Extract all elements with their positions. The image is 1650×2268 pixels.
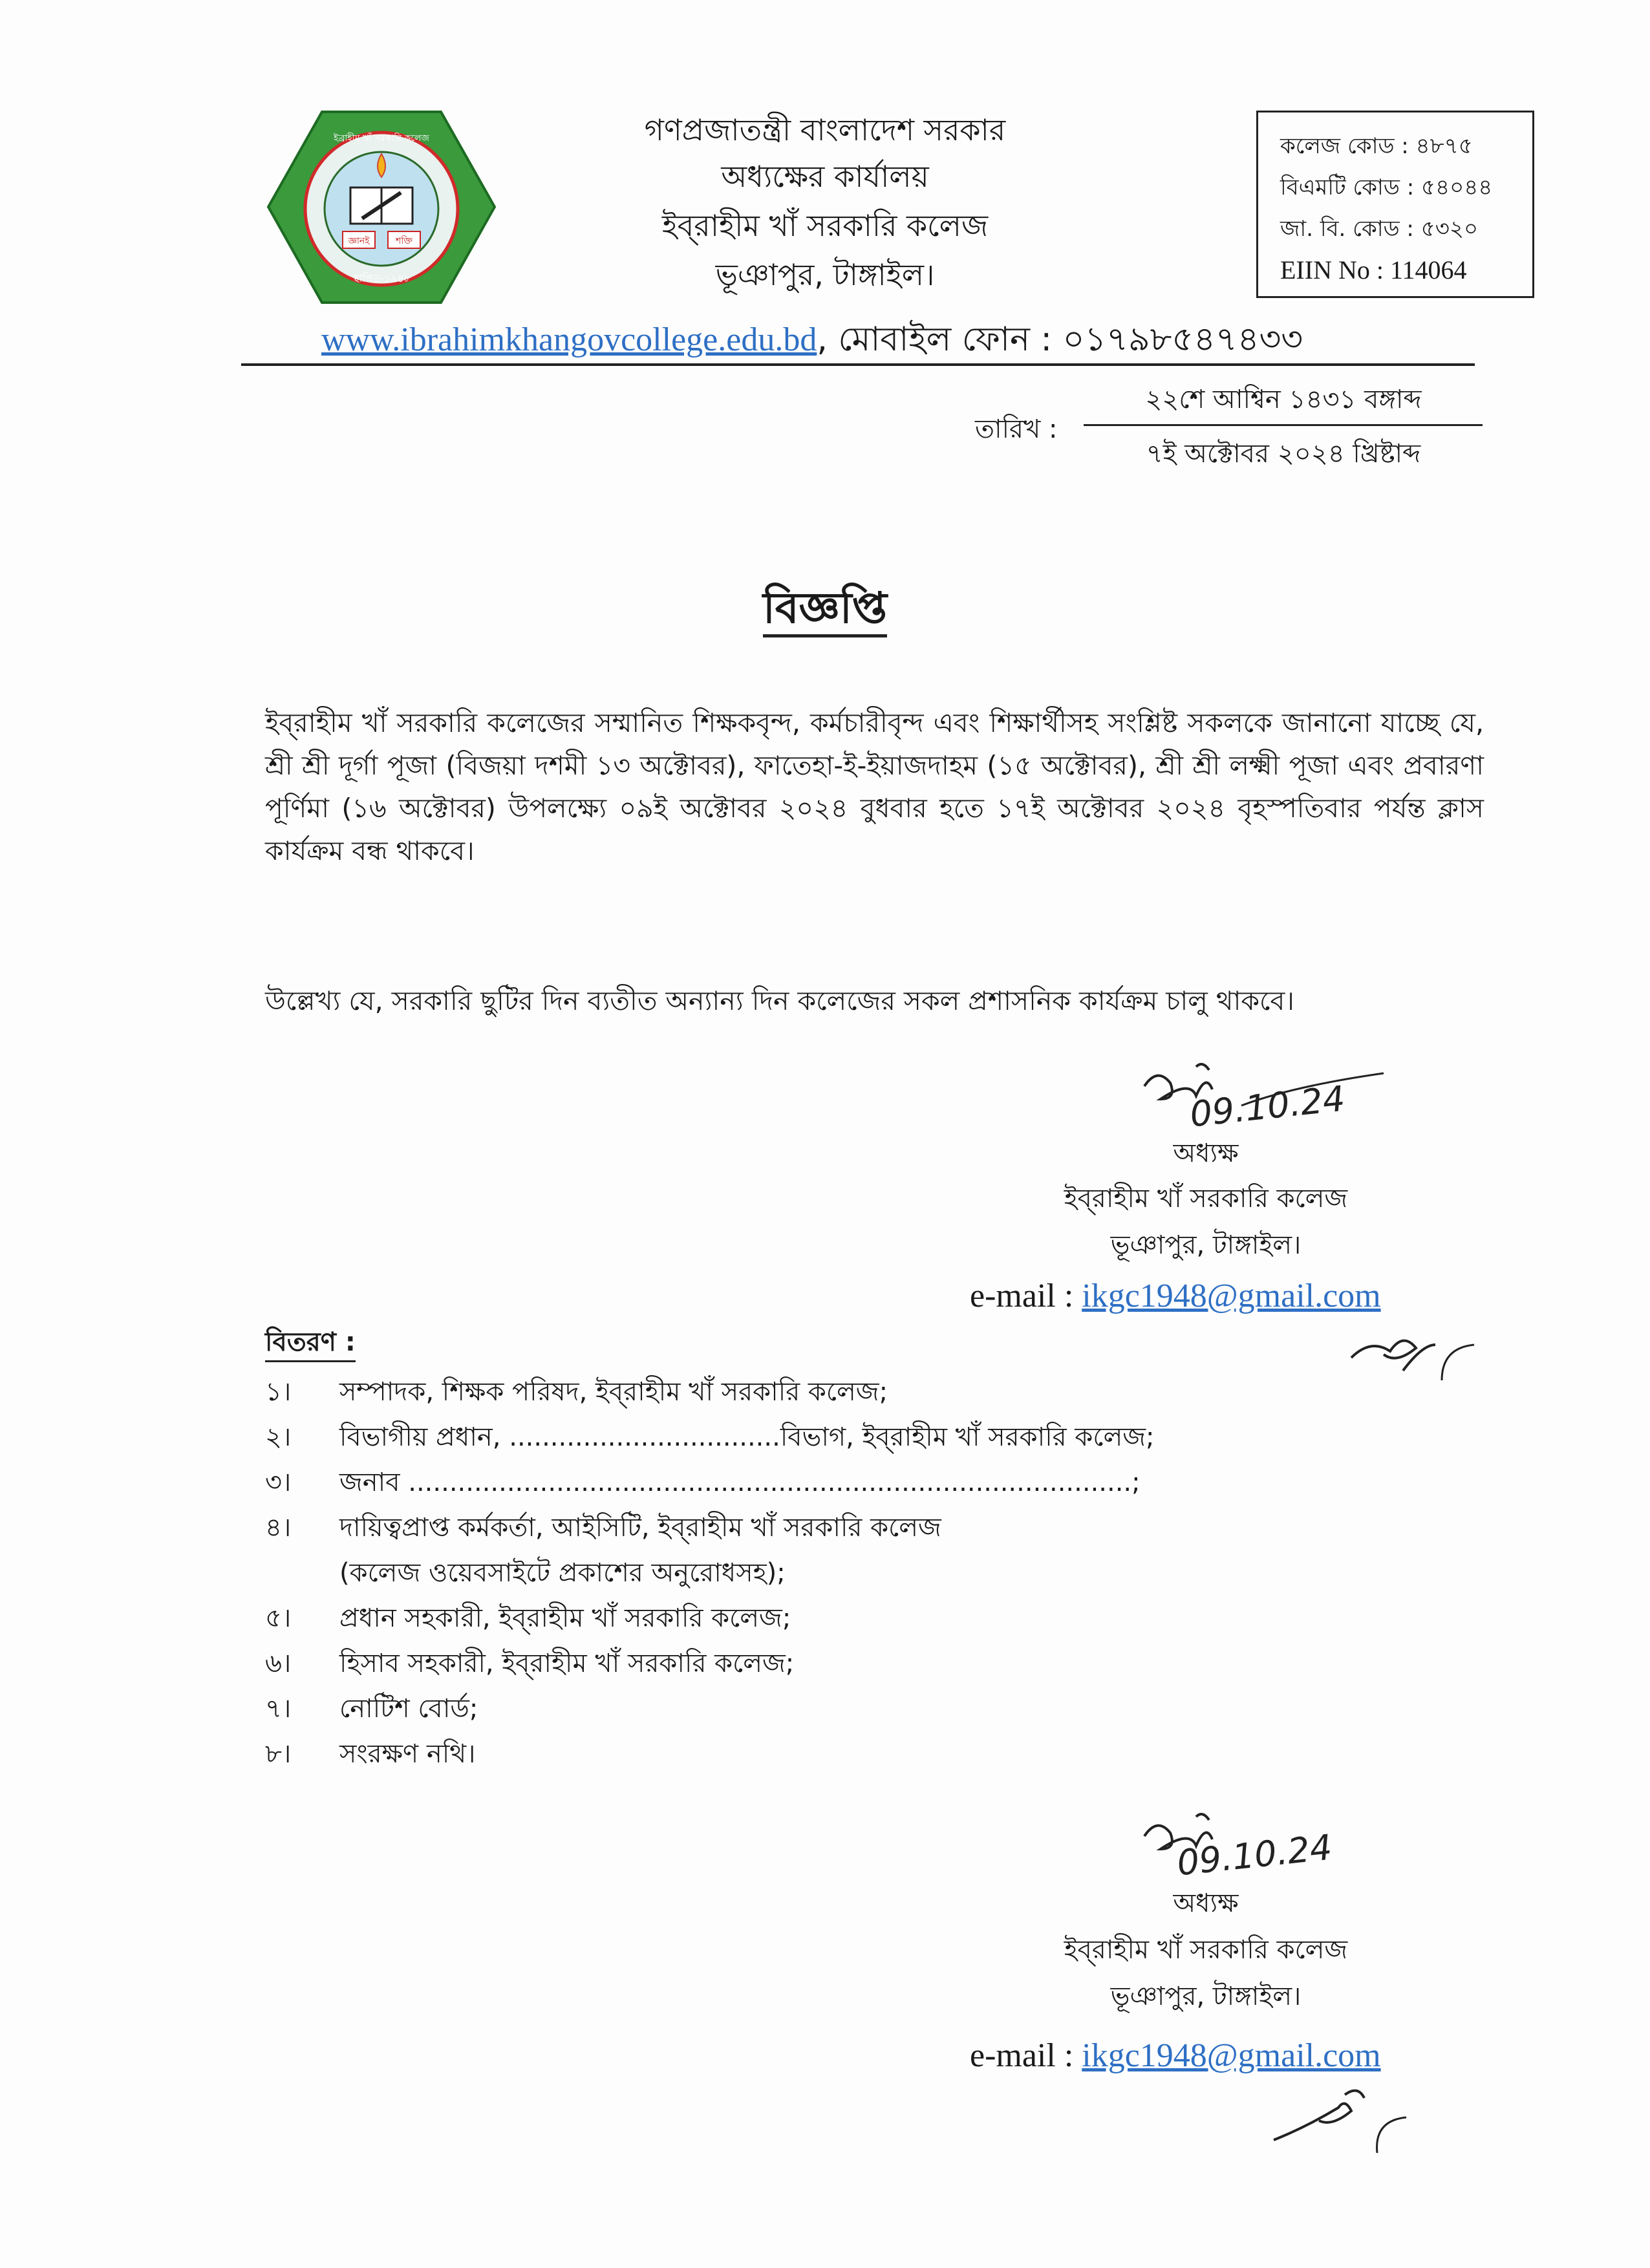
website-link[interactable]: www.ibrahimkhangovcollege.edu.bd: [321, 321, 817, 358]
list-number: ৪।: [265, 1513, 292, 1543]
list-item: [265, 1369, 1494, 1415]
list-item: [265, 1596, 1494, 1641]
signatory-title: অধ্যক্ষ: [1173, 1139, 1239, 1168]
date-divider: [1084, 424, 1483, 426]
logo-top-text: ইব্রাহীম খাঁ সরকারি কলেজ: [334, 133, 429, 144]
list-text: (কলেজ ওয়েবসাইটে প্রকাশের অনুরোধসহ);: [339, 1558, 786, 1588]
list-number: ৩।: [265, 1468, 292, 1497]
list-text: সম্পাদক, শিক্ষক পরিষদ, ইব্‌রাহীম খাঁ সরকারি কলেজ;: [339, 1377, 888, 1407]
notice-title: [0, 575, 1650, 647]
notice-note: উল্লেখ্য যে, সরকারি ছুটির দিন ব্যতীত অন্যান্য দিন কলেজের সকল প্রশাসনিক কার্যক্রম চালু থাকবে।: [265, 985, 1294, 1016]
notice-body: ইব্‌রাহীম খাঁ সরকারি কলেজের সম্মানিত শিক্ষকবৃন্দ, কর্মচারীবৃন্দ এবং শিক্ষার্থীসহ সংশ্লিষ্ট সকলকে জানানো যাচ্ছে যে, শ্রী শ্রী দূর্গা পূজা (বিজয়া দশমী ১৩ অক্টোবর), ফাতেহা-ই-ইয়াজদাহম (১৫ অক্টোবর), শ্রী শ্রী লক্ষ্মী পূজা এবং প্রবারণা পূর্ণিমা (১৬ অক্টোবর) উপলক্ষ্যে ০৯ই অক্টোবর ২০২৪ বুধবার হতে ১৭ই অক্টোবর ২০২৪ বৃহস্পতিবার পর্যন্ত ক্লাস কার্যক্রম বন্ধ থাকবে।: [265, 707, 1484, 866]
signatory-college: ইব্‌রাহীম খাঁ সরকারি কলেজ: [1064, 1184, 1348, 1214]
government-name: গণপ্রজাতন্ত্রী বাংলাদেশ সরকার: [644, 112, 1006, 147]
list-number: [265, 1550, 339, 1596]
logo-right-word: শক্তি: [396, 236, 412, 246]
list-text: নোটিশ বোর্ড;: [339, 1694, 478, 1724]
date-bangla: ২২শে আশ্বিন ১৪৩১ বঙ্গাব্দ: [1145, 385, 1422, 414]
list-item: [265, 1550, 1494, 1596]
email-label: e-mail :: [970, 1278, 1082, 1314]
email-link[interactable]: ikgc1948@gmail.com: [1082, 2037, 1381, 2074]
date-gregorian: ৭ই অক্টোবর ২০২৪ খ্রিষ্টাব্দ: [1146, 439, 1421, 469]
distribution-heading: বিতরণ :: [265, 1324, 356, 1362]
email-line: [970, 2037, 1381, 2075]
email-line: [970, 1277, 1381, 1315]
logo-founded-text: স্থাপিত-১৯৪৮: [352, 272, 411, 284]
list-text: বিভাগীয় প্রধান, .................................বিভাগ, ইব্‌রাহীম খাঁ সরকারি কলেজ;: [339, 1422, 1155, 1452]
notice-title-text: বিজ্ঞপ্তি: [763, 583, 887, 637]
logo-left-word: জ্ঞানই: [348, 236, 370, 246]
list-number: ১।: [265, 1377, 292, 1407]
nu-code: জা. বি. কোড : ৫৩২০: [1280, 216, 1479, 242]
signatory-college: ইব্‌রাহীম খাঁ সরকারি কলেজ: [1064, 1935, 1348, 1965]
list-number: ৬।: [265, 1649, 292, 1678]
contact-line: [321, 313, 1303, 369]
college-code: কলেজ কোড : ৪৮৭৫: [1280, 133, 1473, 159]
list-item: [265, 1415, 1494, 1460]
list-number: ৫।: [265, 1603, 292, 1633]
initial-signature: [1267, 2082, 1422, 2162]
list-number: ২।: [265, 1422, 292, 1452]
college-location: ভূঞাপুর, টাঙ্গাইল।: [715, 257, 935, 292]
signatory-place: ভূঞাপুর, টাঙ্গাইল।: [1110, 1230, 1302, 1260]
list-text: জনাব ........................................................................................;: [339, 1468, 1141, 1497]
list-item: [265, 1460, 1494, 1505]
bmt-code: বিএমটি কোড : ৫৪০৪৪: [1280, 175, 1493, 200]
distribution-list: [265, 1369, 1494, 1777]
office-name: অধ্যক্ষের কার্যালয়: [721, 159, 929, 194]
college-name: ইব্‌রাহীম খাঁ সরকারি কলেজ: [661, 208, 989, 243]
eiin-number: EIIN No : 114064: [1280, 255, 1467, 284]
signatory-place: ভূঞাপুর, টাঙ্গাইল।: [1110, 1982, 1302, 2011]
header-divider: [241, 363, 1475, 366]
list-item: [265, 1731, 1494, 1777]
email-link[interactable]: ikgc1948@gmail.com: [1082, 1278, 1381, 1314]
list-text: দায়িত্বপ্রাপ্ত কর্মকর্তা, আইসিটি, ইব্‌রাহীম খাঁ সরকারি কলেজ: [339, 1513, 941, 1543]
list-text: হিসাব সহকারী, ইব্‌রাহীম খাঁ সরকারি কলেজ;: [339, 1649, 795, 1678]
signature-date: 09.10.24: [1188, 1078, 1347, 1135]
signature-date: 09.10.24: [1175, 1826, 1334, 1884]
date-label: তারিখ :: [975, 414, 1058, 444]
list-item: [265, 1686, 1494, 1731]
signatory-title: অধ্যক্ষ: [1173, 1888, 1239, 1918]
email-label: e-mail :: [970, 2037, 1082, 2074]
list-item: [265, 1505, 1494, 1550]
list-number: ৮।: [265, 1739, 292, 1769]
list-text: প্রধান সহকারী, ইব্‌রাহীম খাঁ সরকারি কলেজ;: [339, 1603, 791, 1633]
list-text: সংরক্ষণ নথি।: [339, 1739, 476, 1769]
list-number: ৭।: [265, 1694, 292, 1724]
college-codes-box: [1256, 111, 1534, 298]
list-item: [265, 1641, 1494, 1686]
mobile-phone: , মোবাইল ফোন : ০১৭৯৮৫৪৭৪৩৩: [817, 320, 1303, 359]
